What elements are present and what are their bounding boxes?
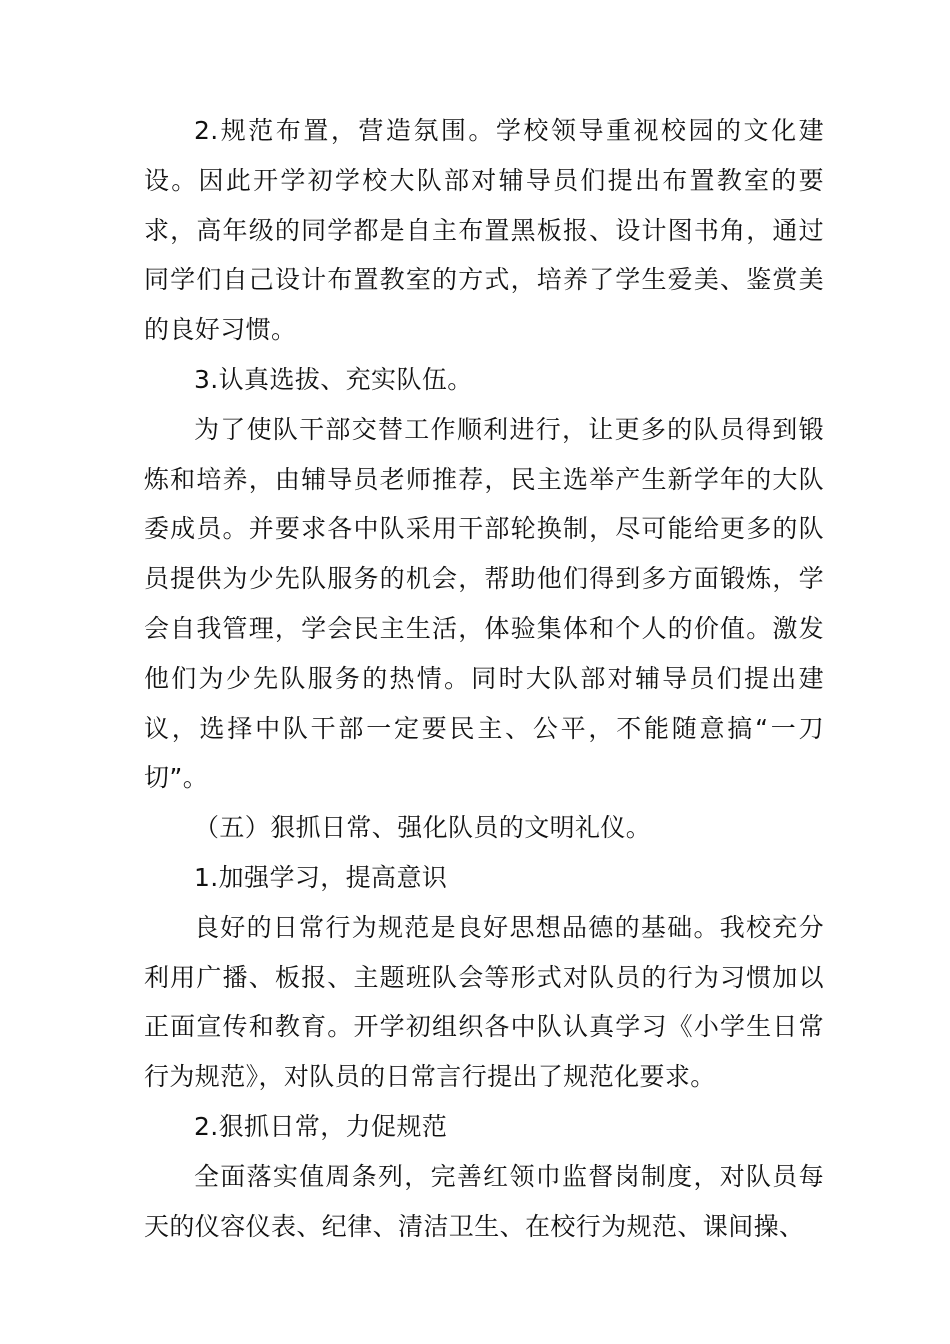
section-heading-five: （五）狠抓日常、强化队员的文明礼仪。 (194, 813, 652, 843)
paragraph-team-selection-heading: 3.认真选拔、充实队伍。 (194, 364, 473, 394)
paragraph-daily: 全面落实值周条列，完善红领巾监督岗制度，对队员每天的仪容仪表、纪律、清洁卫生、在校行为规范、课间操、 (144, 1161, 824, 1241)
paragraph-layout-decoration: 2.规范布置，营造氛围。学校领导重视校园的文化建设。因此开学初学校大队部对辅导员们提出布置教室的要求，高年级的同学都是自主布置黑板报、设计图书角，通过同学们自己设计布置教室的方式，培养了学生爱美、鉴赏美的良好习惯。 (144, 116, 824, 345)
paragraph-study-heading: 1.加强学习，提高意识 (194, 862, 448, 892)
paragraph-daily-heading: 2.狠抓日常，力促规范 (194, 1111, 448, 1141)
document-body (144, 106, 824, 1251)
paragraph-team-selection: 为了使队干部交替工作顺利进行，让更多的队员得到锻炼和培养，由辅导员老师推荐，民主选举产生新学年的大队委成员。并要求各中队采用干部轮换制，尽可能给更多的队员提供为少先队服务的机会，帮助他们得到多方面锻炼，学会自我管理，学会民主生活，体验集体和个人的价值。激发他们为少先队服务的热情。同时大队部对辅导员们提出建议，选择中队干部一定要民主、公平，不能随意搞“一刀切”。 (144, 414, 824, 793)
paragraph-study: 良好的日常行为规范是良好思想品德的基础。我校充分利用广播、板报、主题班队会等形式对队员的行为习惯加以正面宣传和教育。开学初组织各中队认真学习《小学生日常行为规范》，对队员的日常言行提出了规范化要求。 (144, 912, 824, 1092)
